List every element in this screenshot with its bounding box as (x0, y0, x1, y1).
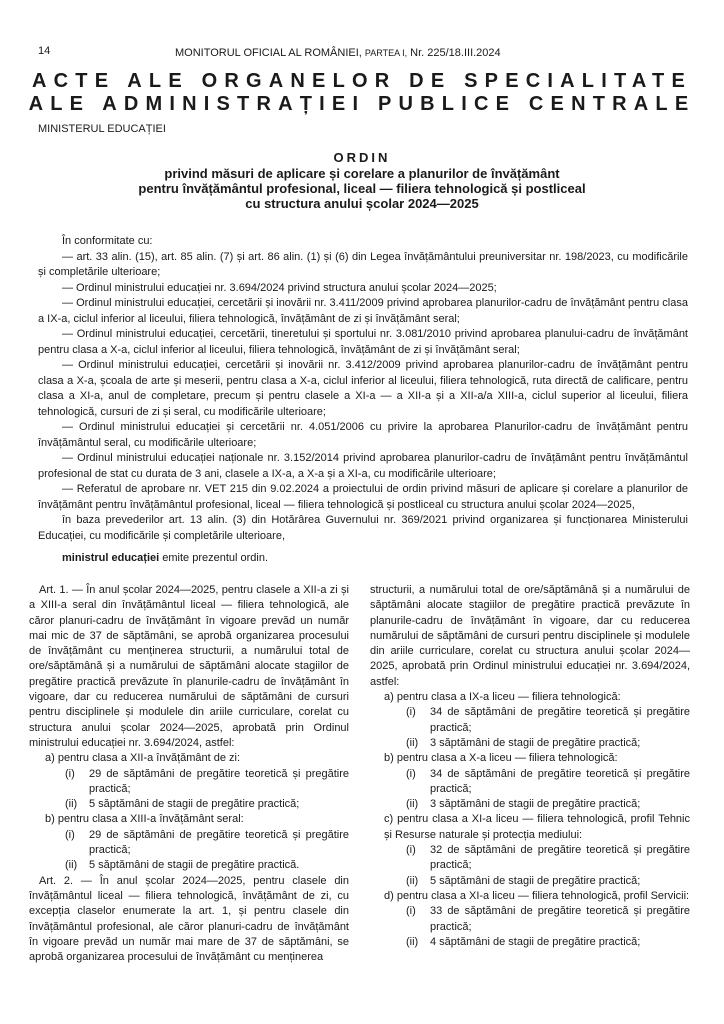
sub-item-text: 34 de săptămâni de pregătire teoretică și pregătire practică; (430, 706, 690, 734)
sub-item-marker: (i) (406, 905, 416, 918)
left-column (29, 583, 349, 965)
emits-order-line (38, 551, 688, 567)
sub-item-text: 3 săptămâni de stagii de pregătire practică; (430, 798, 641, 811)
list-item-a: a) pentru clasa a IX-a liceu — filiera tehnologică: (384, 691, 621, 704)
right-column (370, 583, 690, 950)
sub-item (370, 904, 690, 935)
sub-item (370, 843, 690, 874)
sub-item-text: 33 de săptămâni de pregătire teoretică și pregătire practică; (430, 905, 690, 933)
sub-item-text: 4 săptămâni de stagii de pregătire practică; (430, 935, 641, 948)
sub-item (370, 797, 690, 812)
sub-item-text: 29 de săptămâni de pregătire teoretică și pregătire practică; (89, 767, 349, 795)
preamble-paragraph: — Ordinul ministrului educației, cercetării și inovării nr. 3.412/2009 privind aprobarea planurilor-cadru de învățământ pentru clasa a X-a, școala de arte și meserii, pentru clasa a X-a, ciclul inferior al liceului, filiera tehnologică, ruta directă de calificare, pentru clasa a XI-a, anul de completare, precum și pentru clasele a XI-a — a XII-a și a XII-a/a XIII-a, ciclul superior al liceului, filiera tehnologică, cursuri de zi și seral, cu modificările ulterioare; (38, 359, 688, 418)
list-item-b: b) pentru clasa a XIII-a învățământ seral: (45, 813, 244, 826)
sub-item-marker: (i) (406, 767, 416, 780)
sub-item-marker: (ii) (65, 859, 78, 872)
article-1-intro: Art. 1. — În anul școlar 2024—2025, pentru clasele a XII-a zi și a XIII-a seral din învățământul liceal — filiera tehnologică, ale căror planuri-cadru de învățământ în vigoare prevăd un număr mai mic de 37 de săptămâni, se aprobă organizarea procesului de învățământ cu menținerea structurii, a numărului total de ore/săptămână și a numărului de săptămâni alocate stagiilor de pregătire practică prevăzute în planurile-cadru de învățământ în vigoare, dar cu reducerea numărului de săptămâni de cursuri pentru disciplinele și modulele din ariile curriculare, corelat cu structura anului școlar 2024—2025, aprobată prin Ordinul ministrului educației nr. 3.694/2024, astfel: (29, 584, 349, 749)
preamble (38, 234, 688, 567)
preamble-paragraph: În conformitate cu: (62, 235, 153, 247)
article-2-intro: Art. 2. — În anul școlar 2024—2025, pentru clasele din învățământul liceal — filiera tehnologică, învățământ de zi, cu excepția claselor enumerate la art. 1, și pentru clasele din învățământul profesional, ale căror planuri-cadru de învățământ în vigoare prevăd un număr mai mare de 37 de săptămâni, se aprobă organizarea procesului de învățământ cu menținerea (29, 874, 349, 964)
sub-item-marker: (i) (406, 844, 416, 857)
sub-item (29, 828, 349, 859)
running-header (175, 47, 501, 59)
preamble-paragraph: — Ordinul ministrului educației, cercetării, tineretului și sportului nr. 3.081/2010 privind aprobarea planului-cadru de învățământ pentru clasa a X-a, ciclul inferior al liceului, filiera tehnologică, învățământ de zi și învățământ seral; (38, 328, 688, 356)
sub-item (370, 767, 690, 798)
sub-item-marker: (ii) (406, 736, 419, 749)
sub-item (29, 858, 349, 873)
section-title-line-1: ACTE ALE ORGANELOR DE SPECIALITATE (32, 70, 692, 92)
sub-item-marker: (i) (65, 767, 75, 780)
list-item-a: a) pentru clasa a XII-a învățământ de zi: (45, 752, 241, 765)
order-subtitle-line: cu structura anului școlar 2024—2025 (245, 196, 479, 211)
sub-item (370, 705, 690, 736)
sub-item-marker: (ii) (406, 798, 419, 811)
list-item-c: c) pentru clasa a XI-a liceu — filiera tehnologică, profil Tehnic și Resurse naturale și protecția mediului: (384, 813, 690, 841)
gazette-part: PARTEA I, (364, 48, 408, 58)
preamble-paragraph: — Ordinul ministrului educației, cercetării și inovării nr. 3.411/2009 privind aprobarea planurilor-cadru de învățământ pentru clasa a IX-a, ciclul inferior al liceului, filiera tehnologică, învățământ de zi și învățământ seral; (38, 297, 688, 325)
preamble-paragraph: — Ordinul ministrului educației și cercetării nr. 4.051/2006 cu privire la aprobarea Planurilor-cadru de învățământ pentru învățământul seral, cu modificările ulterioare; (38, 421, 688, 449)
article-2-continuation: structurii, a numărului total de ore/săptămână și a numărului de săptămâni alocate stagiilor de pregătire practică prevăzute în planurile-cadru de învățământ în vigoare, dar cu reducerea numărului de săptămâni de cursuri pentru disciplinele și modulele din ariile curriculare, corelat cu structura anului școlar 2024—2025, aprobată prin Ordinul ministrului educației nr. 3.694/2024, astfel: (370, 584, 690, 688)
preamble-paragraph: — art. 33 alin. (15), art. 85 alin. (7) și art. 86 alin. (1) și (6) din Legea învățământului preuniversitar nr. 198/2023, cu modificările și completările ulterioare; (38, 250, 688, 278)
sub-item-text: 34 de săptămâni de pregătire teoretică și pregătire practică; (430, 767, 690, 795)
order-title: ORDIN (333, 150, 391, 165)
sub-item (29, 797, 349, 812)
order-subtitle-line: privind măsuri de aplicare și corelare a planurilor de învățământ (164, 166, 560, 181)
issuing-ministry: MINISTERUL EDUCAȚIEI (38, 123, 166, 135)
sub-item-text: 5 săptămâni de stagii de pregătire practică; (89, 798, 300, 811)
preamble-paragraph: — Referatul de aprobare nr. VET 215 din 9.02.2024 a proiectului de ordin privind măsuri de aplicare și corelare a planurilor de învățământ pentru învățământul profesional, liceal — filiera tehnologică și postliceal cu structura anului școlar 2024—2025, (38, 483, 688, 511)
page-number: 14 (38, 45, 51, 57)
minister-title: ministrul educației (62, 552, 160, 564)
sub-item (370, 935, 690, 950)
sub-item-text: 32 de săptămâni de pregătire teoretică și pregătire practică; (430, 844, 690, 872)
gazette-title: MONITORUL OFICIAL AL ROMÂNIEI, (175, 47, 362, 59)
sub-item-text: 5 săptămâni de stagii de pregătire practică. (89, 859, 300, 872)
gazette-issue: Nr. 225/18.III.2024 (410, 47, 501, 59)
sub-item-marker: (ii) (406, 935, 419, 948)
sub-item (29, 767, 349, 798)
order-subtitle (120, 166, 604, 211)
list-item-d: d) pentru clasa a XI-a liceu — filiera tehnologică, profil Servicii: (384, 889, 690, 902)
preamble-paragraph: — Ordinul ministrului educației naționale nr. 3.152/2014 privind aprobarea planurilor-cadru de învățământ pentru învățământul profesional de stat cu durata de 3 ani, clasele a IX-a, a X-a și a XI-a, cu modificările ulterioare; (38, 452, 688, 480)
order-subtitle-line: pentru învățământul profesional, liceal — filiera tehnologică și postliceal (138, 181, 586, 196)
emits-text: emite prezentul ordin. (159, 552, 269, 564)
sub-item-marker: (ii) (65, 798, 78, 811)
section-title-line-2: ALE ADMINISTRAȚIEI PUBLICE CENTRALE (28, 93, 696, 115)
sub-item-text: 5 săptămâni de stagii de pregătire practică; (430, 874, 641, 887)
sub-item-marker: (ii) (406, 874, 419, 887)
preamble-paragraph: — Ordinul ministrului educației nr. 3.694/2024 privind structura anului școlar 2024—2025; (62, 281, 497, 294)
sub-item (370, 874, 690, 889)
sub-item (370, 736, 690, 751)
sub-item-text: 3 săptămâni de stagii de pregătire practică; (430, 736, 641, 749)
sub-item-text: 29 de săptămâni de pregătire teoretică și pregătire practică; (89, 828, 349, 857)
list-item-b: b) pentru clasa a X-a liceu — filiera tehnologică: (384, 752, 618, 765)
sub-item-marker: (i) (406, 706, 416, 719)
preamble-paragraph: în baza prevederilor art. 13 alin. (3) din Hotărârea Guvernului nr. 369/2021 privind organizarea și funcționarea Ministerului Educației, cu modificările și completările ulterioare, (38, 514, 688, 542)
sub-item-marker: (i) (65, 828, 75, 841)
